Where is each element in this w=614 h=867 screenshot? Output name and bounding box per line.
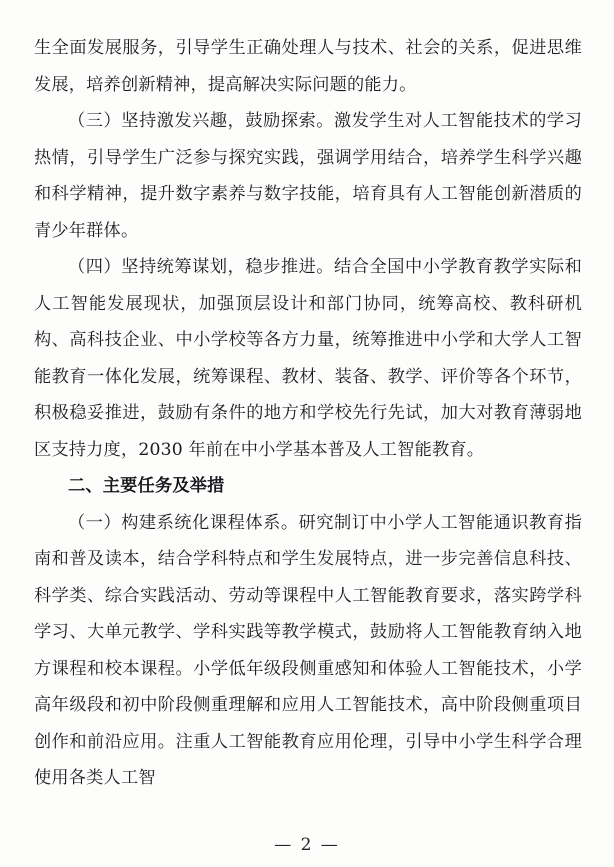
paragraph-continued: 生全面发展服务，引导学生正确处理人与技术、社会的关系，促进思维发展，培养创新精神，提高解决实际问题的能力。	[34, 38, 582, 95]
section-heading-main-tasks: 二、主要任务及举措	[68, 476, 225, 496]
document-body	[34, 30, 582, 797]
page-number: — 2 —	[274, 835, 340, 855]
paragraph-item-three: （三）坚持激发兴趣，鼓励探索。激发学生对人工智能技术的学习热情，引导学生广泛参与探究实践，强调学用结合，培养学生科学兴趣和科学精神，提升数字素养与数字技能，培育具有人工智能创新潜质的青少年群体。	[34, 111, 582, 241]
paragraph-item-four: （四）坚持统筹谋划，稳步推进。结合全国中小学教育教学实际和人工智能发展现状，加强顶层设计和部门协同，统筹高校、教科研机构、高科技企业、中小学校等各方力量，统筹推进中小学和大学人工智能教育一体化发展，统筹课程、教材、装备、教学、评价等各个环节，积极稳妥推进，鼓励有条件的地方和学校先行先试，加大对教育薄弱地区支持力度，2030 年前在中小学基本普及人工智能教育。	[34, 257, 582, 460]
paragraph-task-one: （一）构建系统化课程体系。研究制订中小学人工智能通识教育指南和普及读本，结合学科特点和学生发展特点，进一步完善信息科技、科学类、综合实践活动、劳动等课程中人工智能教育要求，落实跨学科学习、大单元教学、学科实践等教学模式，鼓励将人工智能教育纳入地方课程和校本课程。小学低年级段侧重感知和体验人工智能技术，小学高年级段和初中阶段侧重理解和应用人工智能技术，高中阶段侧重项目创作和前沿应用。注重人工智能教育应用伦理，引导中小学生科学合理使用各类人工智	[34, 512, 582, 788]
